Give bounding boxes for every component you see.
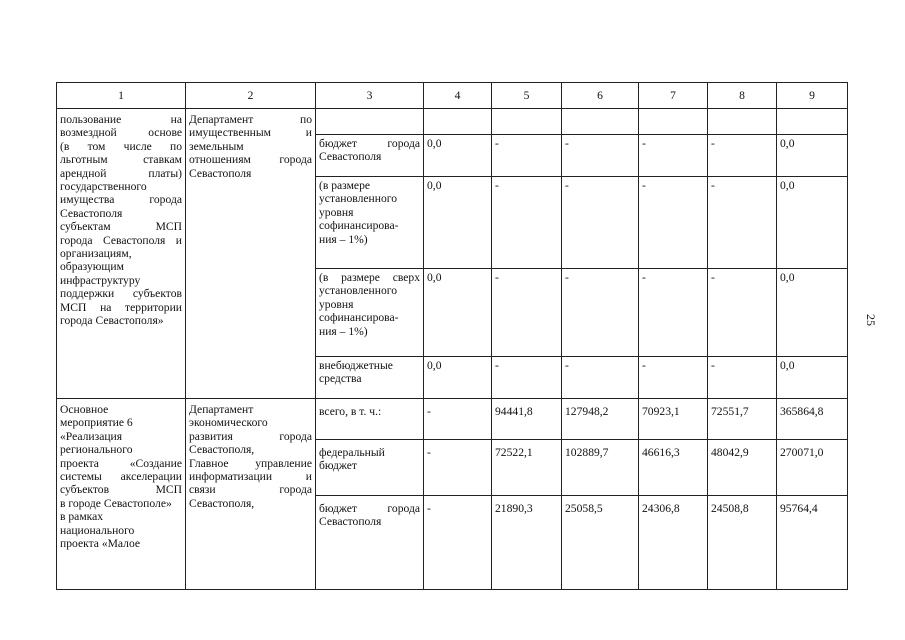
table-row [57,399,848,440]
text-line: уровня [319,205,354,219]
value-cell: 0,0 [424,357,492,399]
funding-source [316,357,424,399]
value-cell: 46616,3 [639,440,708,496]
text-line: имущества города [60,193,182,207]
text-line: организациям, [60,247,132,261]
column-number: 8 [708,83,777,109]
text-line: Севастополя, [189,496,255,510]
text-line: экономического [189,416,268,430]
empty-cell [492,109,562,135]
value-cell: 365864,8 [777,399,848,440]
text-line: Севастополя [319,150,382,164]
value-cell: 48042,9 [708,440,777,496]
value-cell: - [492,177,562,269]
value-cell: 127948,2 [562,399,639,440]
value-cell: 0,0 [777,357,848,399]
text-line: МСП на территории [60,300,182,314]
text-line: проекта «Создание [60,456,182,470]
text-line: отношениям города [189,153,312,167]
text-line: информатизации и [189,470,312,484]
value-cell: 0,0 [777,177,848,269]
page-number: 25 [864,314,878,326]
column-number: 5 [492,83,562,109]
empty-cell [639,109,708,135]
text-line: «Реализация [60,429,123,443]
text-line: мероприятие 6 [60,416,133,430]
value-cell: - [492,135,562,177]
value-cell: - [639,135,708,177]
text-line: города Севастополя и [60,233,182,247]
text-line: Севастополя [60,206,123,220]
text-line: ния – 1%) [319,232,368,246]
value-cell: 0,0 [424,269,492,357]
value-cell: - [562,269,639,357]
value-cell: 0,0 [424,135,492,177]
funding-source [316,399,424,440]
text-line: льготным ставкам [60,153,182,167]
value-cell: - [639,269,708,357]
text-line: внебюджетные [319,359,393,372]
text-line: Севастополя, [189,443,255,457]
executor-cell [186,399,316,590]
executor-cell [186,109,316,399]
column-number: 2 [186,83,316,109]
text-line: Главное управление [189,456,312,470]
column-number: 3 [316,83,424,109]
value-cell: 102889,7 [562,440,639,496]
funding-source [316,496,424,590]
value-cell: - [639,177,708,269]
column-number: 9 [777,83,848,109]
value-cell: 0,0 [777,135,848,177]
text-line: национального [60,523,135,537]
value-cell: - [424,399,492,440]
value-cell: 270071,0 [777,440,848,496]
value-cell: - [424,440,492,496]
text-line: инфраструктуру [60,273,141,287]
text-line: связи города [189,483,312,497]
text-line: регионального [60,443,133,457]
value-cell: 95764,4 [777,496,848,590]
text-line: уровня [319,297,354,311]
text-line: в рамках [60,510,104,524]
value-cell: - [492,357,562,399]
text-line: города Севастополя» [60,314,164,328]
value-cell: - [708,135,777,177]
funding-source [316,177,424,269]
text-line: арендной платы) [60,166,182,180]
text-line: в городе Севастополе» [60,496,172,510]
value-cell: 94441,8 [492,399,562,440]
text-line: государственного [60,180,147,194]
text-line: субъектов МСП [60,483,182,497]
value-cell: 72551,7 [708,399,777,440]
text-line: софинансирова- [319,219,399,233]
text-line: образующим [60,260,124,274]
value-cell: 25058,5 [562,496,639,590]
text-line: Севастополя [189,166,252,180]
text-line: возмездной основе [60,126,182,140]
value-cell: - [562,135,639,177]
value-cell: 24306,8 [639,496,708,590]
measure-description [57,109,186,399]
measure-description [57,399,186,590]
empty-cell [316,109,424,135]
value-cell: 0,0 [424,177,492,269]
value-cell: - [562,357,639,399]
value-cell: 21890,3 [492,496,562,590]
value-cell: - [639,357,708,399]
text-line: поддержки субъектов [60,287,182,301]
text-line: бюджет [319,459,357,473]
column-number-row [57,83,848,109]
text-line: установленного [319,192,398,206]
column-number: 7 [639,83,708,109]
value-cell: - [424,496,492,590]
value-cell: 24508,8 [708,496,777,590]
column-number: 1 [57,83,186,109]
text-line: Севастополя [319,515,382,529]
text-line: (в размере сверх [319,271,420,284]
text-line: земельным [189,139,244,153]
value-cell: - [562,177,639,269]
text-line: Департамент [189,403,254,416]
value-cell: 70923,1 [639,399,708,440]
value-cell: 72522,1 [492,440,562,496]
budget-table [56,82,848,590]
text-line: системы акселерации [60,470,182,484]
table-row [57,109,848,135]
value-cell: - [492,269,562,357]
text-line: пользование на [60,113,182,126]
text-line: ния – 1%) [319,324,368,338]
text-line: Департамент по [189,113,312,126]
empty-cell [562,109,639,135]
empty-cell [424,109,492,135]
value-cell: - [708,269,777,357]
text-line: субъектам МСП [60,220,182,234]
text-line: (в том числе по [60,139,182,153]
text-line: средства [319,372,362,386]
text-line: проекта «Малое [60,537,141,551]
text-line: Основное [60,403,109,416]
text-line: бюджет города [319,502,420,515]
funding-source [316,440,424,496]
text-line: бюджет города [319,137,420,150]
funding-source [316,135,424,177]
text-line: всего, в т. ч.: [319,405,382,418]
empty-cell [708,109,777,135]
value-cell: - [708,177,777,269]
text-line: развития города [189,429,312,443]
column-number: 6 [562,83,639,109]
text-line: софинансирова- [319,311,399,325]
text-line: федеральный [319,446,385,459]
text-line: (в размере [319,179,371,192]
text-line: установленного [319,284,398,298]
empty-cell [777,109,848,135]
value-cell: 0,0 [777,269,848,357]
column-number: 4 [424,83,492,109]
funding-source [316,269,424,357]
text-line: имущественным и [189,126,312,140]
value-cell: - [708,357,777,399]
